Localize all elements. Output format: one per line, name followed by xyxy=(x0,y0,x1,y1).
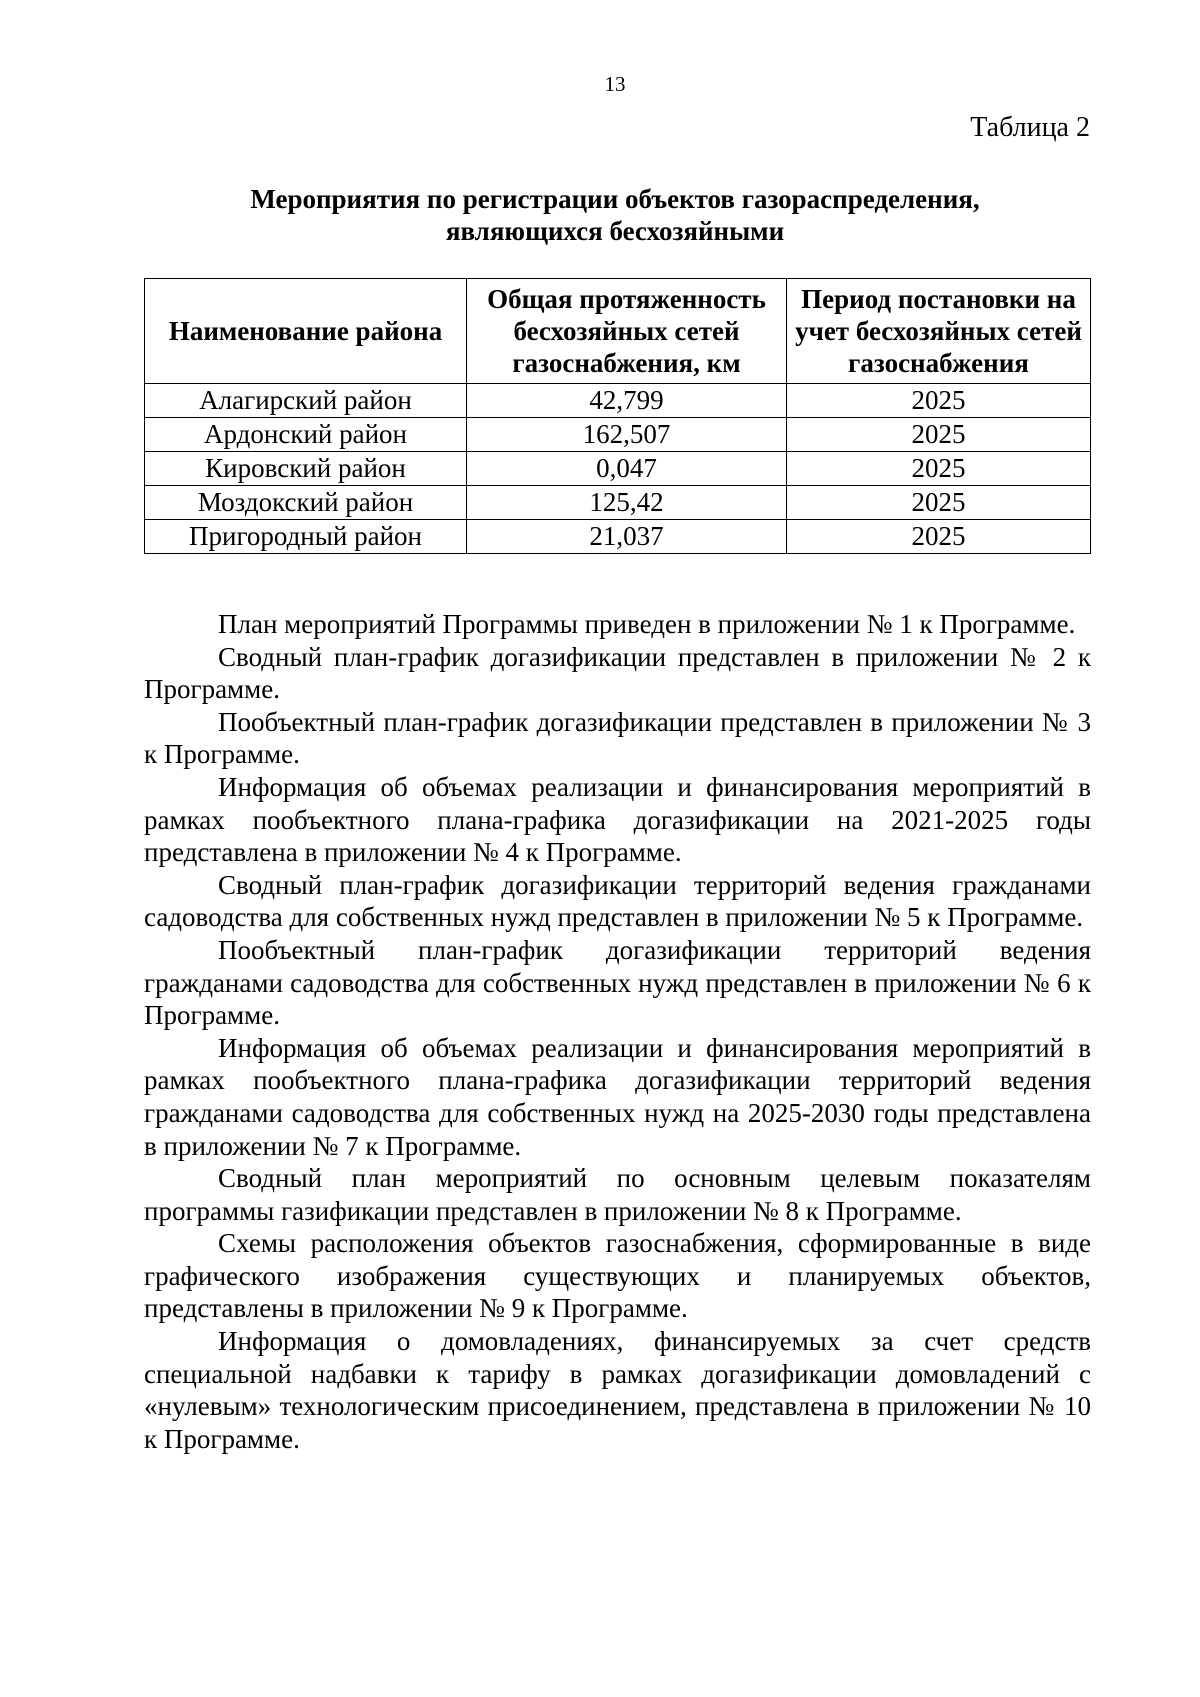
cell-district: Кировский район xyxy=(145,452,467,486)
paragraph: План мероприятий Программы приведен в приложении № 1 к Программе. xyxy=(218,609,1076,639)
cell-period: 2025 xyxy=(787,452,1091,486)
table-row xyxy=(145,418,1091,452)
cell-period: 2025 xyxy=(787,486,1091,520)
paragraph: Информация об объемах реализации и финансирования мероприятий в рамках пообъектного плана-графика догазификации на 2021-2025 годы представлена в приложении № 4 к Программе. xyxy=(144,771,1091,868)
table-row xyxy=(145,486,1091,520)
paragraph: Информация о домовладениях, финансируемых за счет средств специальной надбавки к тарифу в рамках догазификации домовладений с «нулевым» технологическим присоединением, представлена в приложении № 10 к Программе. xyxy=(144,1326,1091,1454)
cell-district: Алагирский район xyxy=(145,384,467,418)
paragraph: Схемы расположения объектов газоснабжения, сформированные в виде графического изображения существующих и планируемых объектов, представлены в приложении № 9 к Программе. xyxy=(144,1228,1091,1324)
header-district-name: Наименование района xyxy=(145,279,467,384)
paragraph: Пообъектный план-график догазификации территорий ведения гражданами садоводства для собственных нужд представлен в приложении № 6 к Программе. xyxy=(144,934,1091,1031)
paragraph: Информация об объемах реализации и финансирования мероприятий в рамках пообъектного плана-графика догазификации территорий ведения гражданами садоводства для собственных нужд на 2025-2030 годы представлена в приложении № 7 к Программе. xyxy=(144,1032,1091,1161)
paragraph: Сводный план мероприятий по основным целевым показателям программы газификации представлен в приложении № 8 к Программе. xyxy=(144,1163,1091,1226)
header-registration-period: Период постановки на учет бесхозяйных сетей газоснабжения xyxy=(787,279,1091,384)
table-row xyxy=(145,384,1091,418)
cell-period: 2025 xyxy=(787,520,1091,554)
header-total-length: Общая протяженность бесхозяйных сетей газоснабжения, км xyxy=(467,279,787,384)
table-row xyxy=(145,452,1091,486)
table-header-row xyxy=(145,279,1091,384)
cell-length: 162,507 xyxy=(467,418,787,452)
gas-network-table xyxy=(144,278,1091,554)
cell-length: 21,037 xyxy=(467,520,787,554)
paragraph: Сводный план-график догазификации территорий ведения гражданами садоводства для собственных нужд представлен в приложении № 5 к Программе. xyxy=(144,869,1091,933)
table-title xyxy=(200,183,1030,247)
cell-period: 2025 xyxy=(787,418,1091,452)
cell-period: 2025 xyxy=(787,384,1091,418)
cell-district: Пригородный район xyxy=(145,520,467,554)
body-text xyxy=(144,608,1091,1455)
table-title-line-1: Мероприятия по регистрации объектов газораспределения, xyxy=(250,184,980,214)
table-caption: Таблица 2 xyxy=(970,112,1090,143)
cell-length: 42,799 xyxy=(467,384,787,418)
cell-district: Моздокский район xyxy=(145,486,467,520)
cell-length: 0,047 xyxy=(467,452,787,486)
cell-district: Ардонский район xyxy=(145,418,467,452)
cell-length: 125,42 xyxy=(467,486,787,520)
table-title-line-2: являющихся бесхозяйными xyxy=(445,216,785,246)
paragraph: Пообъектный план-график догазификации представлен в приложении № 3 к Программе. xyxy=(144,706,1091,770)
paragraph: Сводный план-график догазификации представлен в приложении № 2 к Программе. xyxy=(144,641,1091,705)
page-number: 13 xyxy=(604,72,626,96)
table-row xyxy=(145,520,1091,554)
